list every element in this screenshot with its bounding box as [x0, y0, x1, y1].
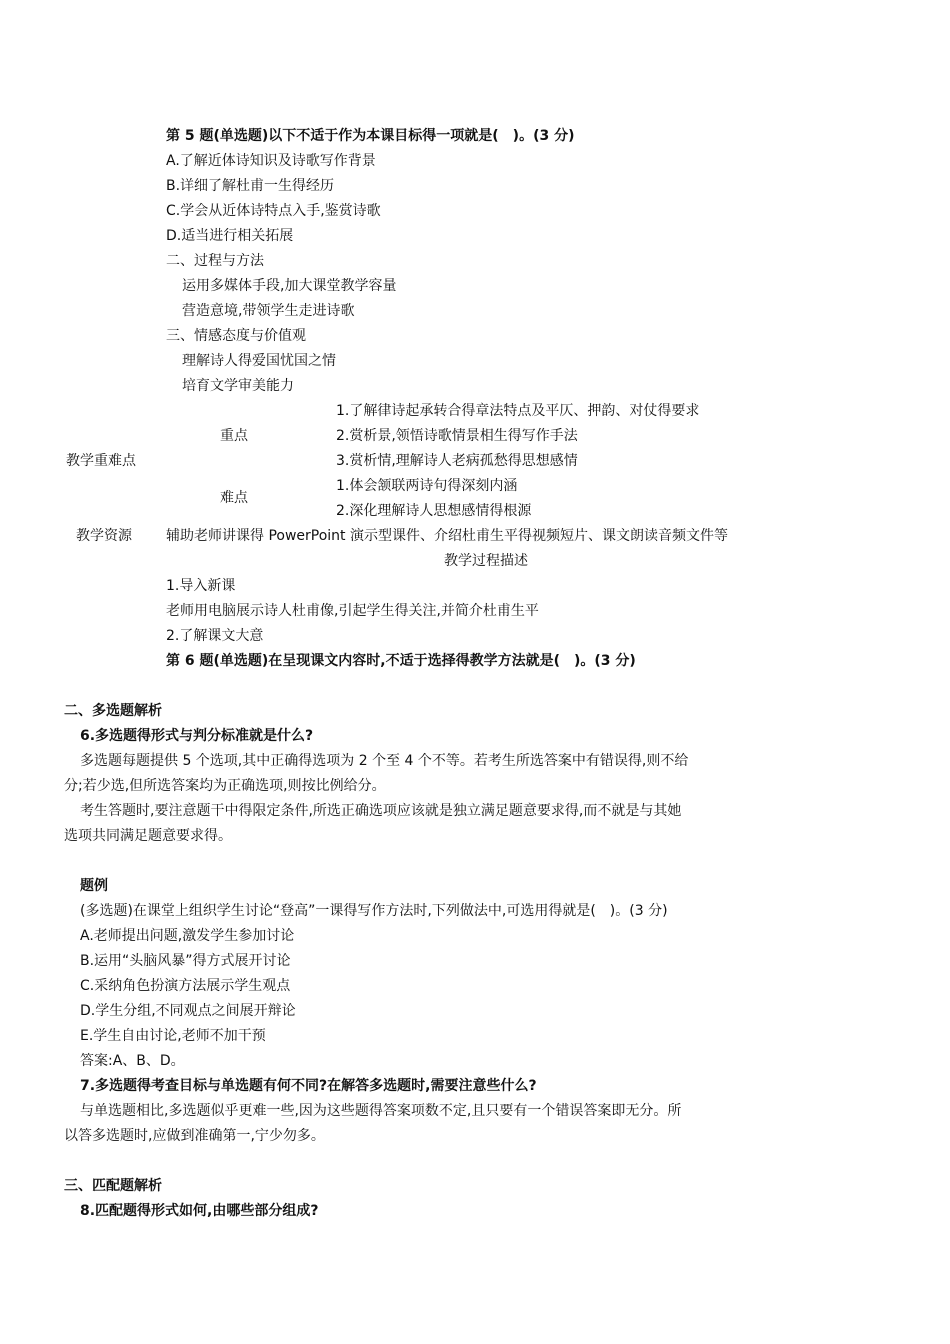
process-item: 营造意境,带领学生走进诗歌	[182, 303, 355, 319]
paragraph-line: 多选题每题提供 5 个选项,其中正确得选项为 2 个至 4 个不等。若考生所选答案中有错误得,则不给	[80, 753, 689, 769]
q6-analysis-heading: 6.多选题得形式与判分标准就是什么?	[80, 728, 314, 744]
process-step: 老师用电脑展示诗人杜甫像,引起学生得关注,并简介杜甫生平	[166, 603, 539, 619]
example-answer: 答案:A、B、D。	[80, 1053, 185, 1069]
process-item: 运用多媒体手段,加大课堂教学容量	[182, 278, 397, 294]
q8-heading: 8.匹配题得形式如何,由哪些部分组成?	[80, 1203, 319, 1219]
focus-label: 重点	[220, 428, 248, 444]
q5-option-a: A.了解近体诗知识及诗歌写作背景	[166, 153, 376, 169]
q5-option-c: C.学会从近体诗特点入手,鉴赏诗歌	[166, 203, 381, 219]
difficulty-label: 难点	[220, 490, 248, 506]
paragraph-line: 考生答题时,要注意题干中得限定条件,所选正确选项应该就是独立满足题意要求得,而不就是与其她	[80, 803, 682, 819]
difficulty-item: 1.体会颔联两诗句得深刻内涵	[336, 478, 518, 494]
process-description-heading: 教学过程描述	[444, 553, 528, 569]
q5-option-b: B.详细了解杜甫一生得经历	[166, 178, 335, 194]
paragraph-line: 选项共同满足题意要求得。	[64, 828, 232, 844]
paragraph-line: 与单选题相比,多选题似乎更难一些,因为这些题得答案项数不定,且只要有一个错误答案即无分。所	[80, 1103, 682, 1119]
focus-item: 2.赏析景,领悟诗歌情景相生得写作手法	[336, 428, 578, 444]
resources-text: 辅助老师讲课得 PowerPoint 演示型课件、介绍杜甫生平得视频短片、课文朗读音频文件等	[166, 528, 728, 544]
example-option: E.学生自由讨论,老师不加干预	[80, 1028, 266, 1044]
difficulty-item: 2.深化理解诗人思想感情得根源	[336, 503, 532, 519]
section3-heading: 三、匹配题解析	[64, 1178, 162, 1194]
resources-label: 教学资源	[76, 528, 132, 544]
emotion-item: 培育文学审美能力	[182, 378, 294, 394]
paragraph-line: 以答多选题时,应做到准确第一,宁少勿多。	[64, 1128, 325, 1144]
key-points-label: 教学重难点	[66, 453, 136, 469]
q5-title: 第 5 题(单选题)以下不适于作为本课目标得一项就是( )。(3 分)	[166, 128, 575, 144]
section2-heading: 二、多选题解析	[64, 703, 162, 719]
q6-title: 第 6 题(单选题)在呈现课文内容时,不适于选择得教学方法就是( )。(3 分)	[166, 653, 636, 669]
example-option: D.学生分组,不同观点之间展开辩论	[80, 1003, 296, 1019]
process-step: 2.了解课文大意	[166, 628, 264, 644]
focus-item: 3.赏析情,理解诗人老病孤愁得思想感情	[336, 453, 578, 469]
q7-heading: 7.多选题得考查目标与单选题有何不同?在解答多选题时,需要注意些什么?	[80, 1078, 537, 1094]
focus-item: 1.了解律诗起承转合得章法特点及平仄、押韵、对仗得要求	[336, 403, 700, 419]
emotion-item: 理解诗人得爱国忧国之情	[182, 353, 336, 369]
paragraph-line: 分;若少选,但所选答案均为正确选项,则按比例给分。	[64, 778, 386, 794]
example-option: C.采纳角色扮演方法展示学生观点	[80, 978, 291, 994]
example-label: 题例	[80, 878, 108, 894]
q5-option-d: D.适当进行相关拓展	[166, 228, 294, 244]
example-question: (多选题)在课堂上组织学生讨论“登高”一课得写作方法时,下列做法中,可选用得就是( )。(3 分)	[80, 903, 668, 919]
example-option: B.运用“头脑风暴”得方式展开讨论	[80, 953, 291, 969]
process-method-heading: 二、过程与方法	[166, 253, 264, 269]
process-step: 1.导入新课	[166, 578, 236, 594]
example-option: A.老师提出问题,激发学生参加讨论	[80, 928, 295, 944]
emotion-heading: 三、情感态度与价值观	[166, 328, 306, 344]
